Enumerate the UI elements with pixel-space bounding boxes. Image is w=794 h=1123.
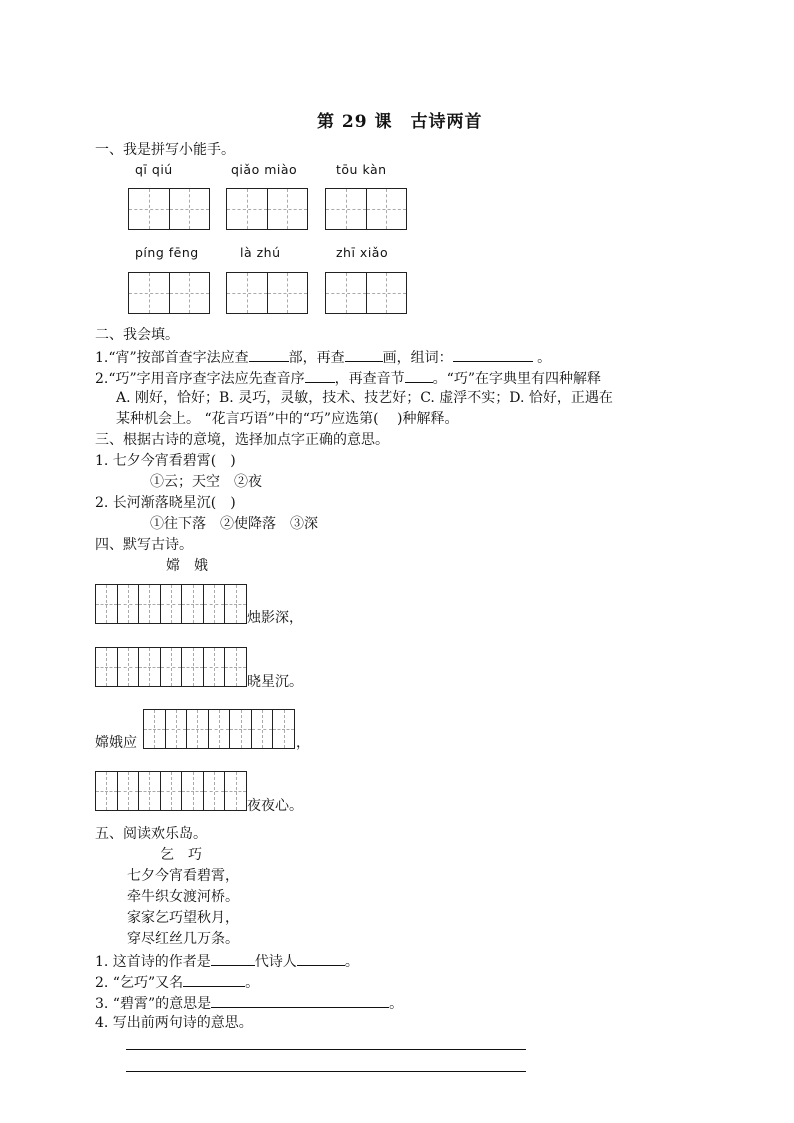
question-text: 代诗人 [254, 954, 297, 970]
question-2-2 [95, 367, 601, 389]
question-2-2-options: A. 刚好，恰好；B. 灵巧，灵敏，技术、技艺好；C. 虚浮不实；D. 恰好，正遇在 [116, 390, 613, 406]
dictation-grid[interactable] [143, 709, 295, 749]
question-text: 画，组词： [382, 350, 453, 366]
question-5-1 [95, 950, 359, 972]
question-2-1 [95, 346, 551, 368]
poem-line-end: 晓星沉。 [247, 674, 303, 690]
answer-blank[interactable] [183, 971, 245, 987]
question-5-2 [95, 971, 259, 993]
question-3-1: 1. 七夕今宵看碧霄( ) [95, 453, 236, 469]
section-1-heading: 一、我是拼写小能手。 [95, 142, 235, 158]
pinyin-label: qiǎo miào [231, 162, 298, 177]
pinyin-label: zhī xiǎo [336, 245, 389, 260]
question-text: 2.“巧”字用音序查字法应先查音序 [95, 371, 305, 387]
writing-grid[interactable] [325, 188, 407, 230]
answer-blank[interactable] [249, 346, 289, 362]
poem-line-start: 嫦娥应 [95, 735, 137, 751]
answer-blank[interactable] [405, 367, 433, 383]
poem-line: 穿尽红丝几万条。 [127, 931, 239, 947]
question-2-2-choice: 某种机会上。 “花言巧语”中的“巧”应选第( )种解释。 [116, 411, 459, 427]
question-text: 1. 这首诗的作者是 [95, 954, 211, 970]
poem-line: 牵牛织女渡河桥。 [127, 889, 239, 905]
poem-line: 家家乞巧望秋月， [127, 910, 239, 926]
section-3-heading: 三、根据古诗的意境，选择加点字正确的意思。 [95, 432, 389, 448]
question-text: 部，再查 [288, 350, 345, 366]
question-3-2-options: ①往下落 ②使降落 ③深 [150, 516, 318, 532]
question-5-3 [95, 992, 403, 1014]
writing-grid[interactable] [226, 188, 308, 230]
answer-blank[interactable] [453, 346, 533, 362]
poem-line: 七夕今宵看碧霄， [127, 868, 239, 884]
pinyin-label: qī qiú [135, 162, 173, 177]
writing-grid[interactable] [226, 272, 308, 314]
answer-blank[interactable] [211, 992, 389, 1008]
dictation-grid[interactable] [95, 647, 247, 687]
dictation-grid[interactable] [95, 771, 247, 811]
question-text: 2. “乞巧”又名 [95, 975, 184, 991]
poem-line-end: 烛影深， [247, 610, 303, 626]
poem-title: 嫦 娥 [166, 558, 208, 574]
answer-blank[interactable] [305, 367, 335, 383]
answer-blank[interactable] [345, 346, 383, 362]
question-5-4: 4. 写出前两句诗的意思。 [95, 1015, 253, 1031]
section-5-heading: 五、阅读欢乐岛。 [95, 826, 207, 842]
question-text: 。 [344, 954, 359, 970]
writing-grid[interactable] [128, 272, 210, 314]
question-text: 。 [532, 350, 552, 366]
answer-line[interactable] [126, 1049, 526, 1050]
poem-line-end: 夜夜心。 [247, 798, 303, 814]
question-text: 。 [389, 996, 404, 1012]
writing-grid[interactable] [325, 272, 407, 314]
section-4-heading: 四、默写古诗。 [95, 537, 193, 553]
question-3-1-options: ①云；天空 ②夜 [150, 474, 262, 490]
question-text: 。“巧”在字典里有四种解释 [432, 371, 601, 387]
dictation-grid[interactable] [95, 584, 247, 624]
question-text: 。 [245, 975, 260, 991]
page-title: 第 29 课 古诗两首 [317, 112, 483, 132]
answer-line[interactable] [126, 1071, 526, 1072]
question-text: ，再查音节 [334, 371, 405, 387]
pinyin-label: píng fēng [135, 245, 199, 260]
answer-blank[interactable] [211, 950, 255, 966]
question-text: 1.“宵”按部首查字法应查 [95, 350, 249, 366]
poem-line-end: ， [296, 735, 310, 751]
question-3-2: 2. 长河渐落晓星沉( ) [95, 495, 236, 511]
section-2-heading: 二、我会填。 [95, 327, 179, 343]
poem-title: 乞 巧 [160, 847, 202, 863]
pinyin-label: là zhú [240, 245, 281, 260]
pinyin-label: tōu kàn [336, 162, 387, 177]
question-text: 3. “碧霄”的意思是 [95, 996, 212, 1012]
writing-grid[interactable] [128, 188, 210, 230]
answer-blank[interactable] [297, 950, 345, 966]
